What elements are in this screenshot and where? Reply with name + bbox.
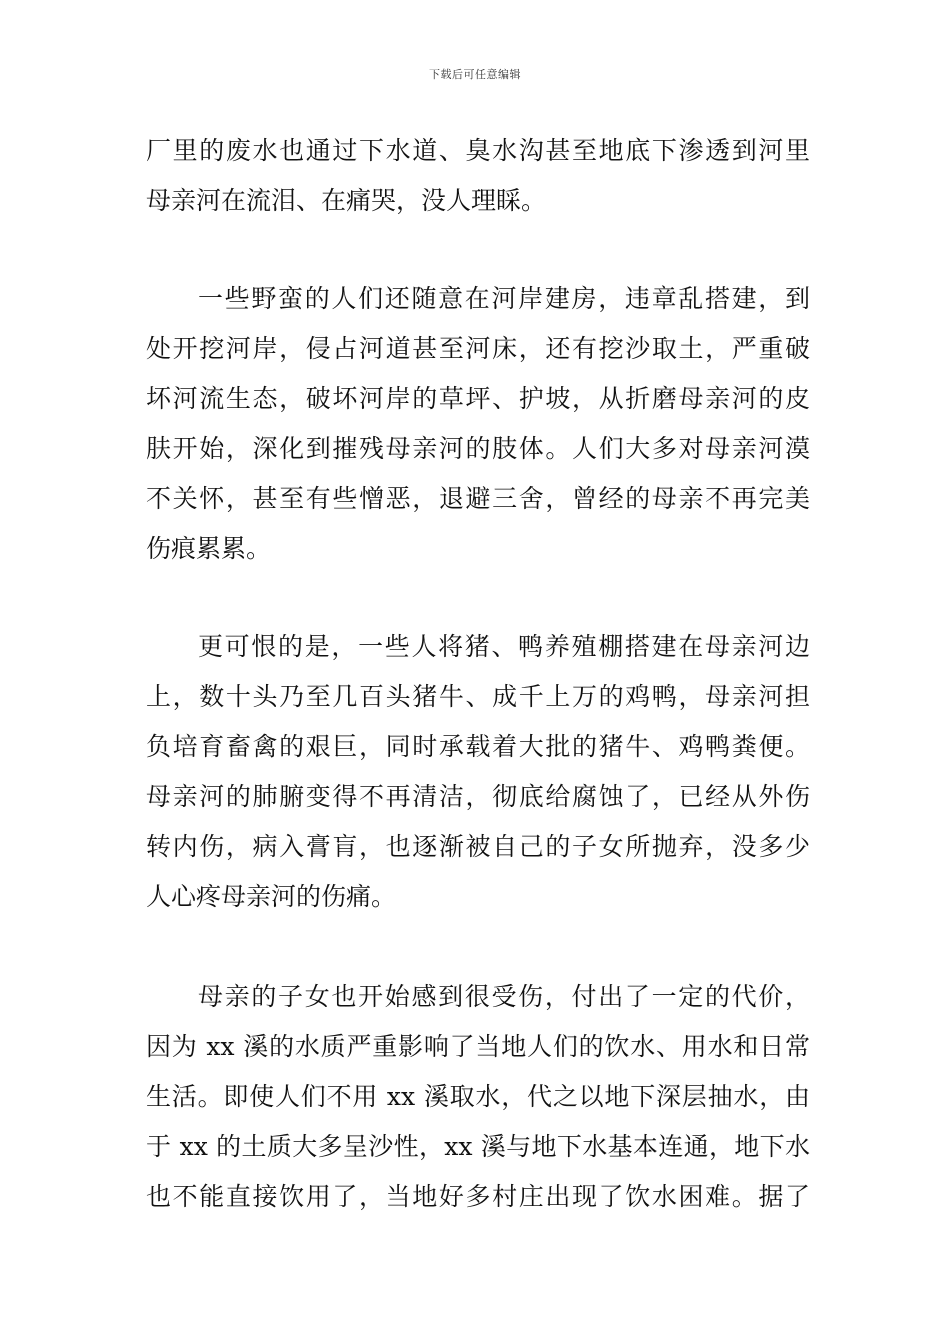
- text-line: 坏河流生态，破坏河岸的草坪、护坡，从折磨母亲河的皮: [146, 384, 810, 413]
- text-line: 上，数十头乃至几百头猪牛、成千上万的鸡鸭，母亲河担: [146, 682, 810, 711]
- paragraph-1: [146, 126, 810, 226]
- text-line: 生活。即使人们不用 xx 溪取水，代之以地下深层抽水，由: [146, 1082, 810, 1111]
- text-line: 伤痕累累。: [146, 534, 272, 563]
- text-line: 处开挖河岸，侵占河道甚至河床，还有挖沙取土，严重破: [146, 334, 810, 363]
- text-line: 不关怀，甚至有些憎恶，退避三舍，曾经的母亲不再完美: [146, 484, 810, 513]
- text-line: 厂里的废水也通过下水道、臭水沟甚至地底下渗透到河里: [146, 136, 810, 165]
- text-line: 母亲的子女也开始感到很受伤，付出了一定的代价，: [198, 982, 810, 1011]
- text-line: 转内伤，病入膏肓，也逐渐被自己的子女所抛弃，没多少: [146, 832, 810, 861]
- page-header-note: 下载后可任意编辑: [429, 68, 521, 81]
- text-line: 母亲河在流泪、在痛哭，没人理睬。: [146, 186, 547, 215]
- text-line: 负培育畜禽的艰巨，同时承载着大批的猪牛、鸡鸭粪便。: [146, 732, 810, 761]
- text-line: 更可恨的是，一些人将猪、鸭养殖棚搭建在母亲河边: [198, 632, 810, 661]
- text-line: 于 xx 的土质大多呈沙性，xx 溪与地下水基本连通，地下水: [146, 1132, 810, 1161]
- text-line: 肤开始，深化到摧残母亲河的肢体。人们大多对母亲河漠: [146, 434, 810, 463]
- text-line: 因为 xx 溪的水质严重影响了当地人们的饮水、用水和日常: [146, 1032, 810, 1061]
- paragraph-3: [146, 622, 810, 922]
- text-line: 也不能直接饮用了，当地好多村庄出现了饮水困难。据了: [146, 1182, 810, 1211]
- text-line: 一些野蛮的人们还随意在河岸建房，违章乱搭建，到: [198, 284, 810, 313]
- paragraph-4: [146, 972, 810, 1222]
- paragraph-2: [146, 274, 810, 574]
- text-line: 母亲河的肺腑变得不再清洁，彻底给腐蚀了，已经从外伤: [146, 782, 810, 811]
- text-line: 人心疼母亲河的伤痛。: [146, 882, 397, 911]
